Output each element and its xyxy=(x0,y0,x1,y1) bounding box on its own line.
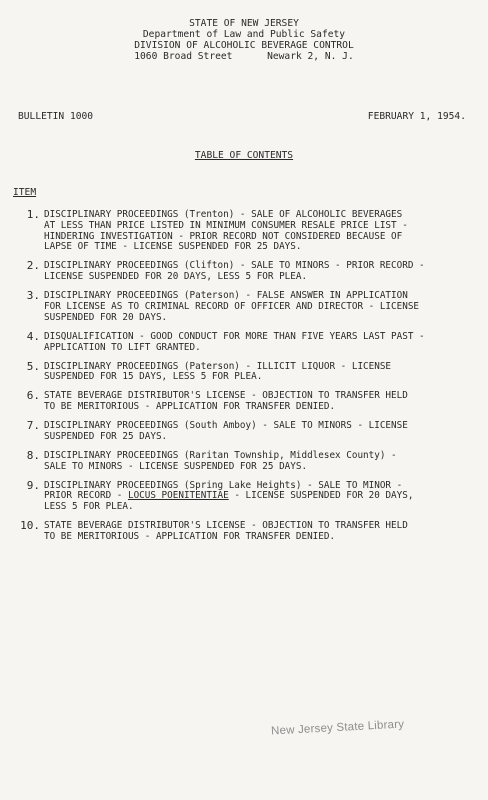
toc-item xyxy=(0,521,488,543)
item-line: LESS 5 FOR PLEA. xyxy=(44,501,134,513)
item-number: 4. xyxy=(26,329,40,343)
letterhead-line: STATE OF NEW JERSEY xyxy=(189,18,299,29)
toc-list xyxy=(0,210,488,551)
toc-item xyxy=(0,421,488,443)
item-line: DISCIPLINARY PROCEEDINGS (Paterson) - ILLICIT LIQUOR - LICENSE xyxy=(44,360,392,372)
toc-item xyxy=(0,391,488,413)
toc-item xyxy=(0,329,488,354)
item-line-segment: - LICENSE SUSPENDED FOR 20 DAYS, xyxy=(228,490,414,502)
item-line: DISCIPLINARY PROCEEDINGS (Clifton) - SALE TO MINORS - PRIOR RECORD - xyxy=(44,260,425,272)
item-number: 6. xyxy=(26,389,40,403)
item-number: 5. xyxy=(26,359,40,373)
letterhead xyxy=(0,18,488,62)
item-number: 7. xyxy=(26,419,40,433)
item-line: SUSPENDED FOR 15 DAYS, LESS 5 FOR PLEA. xyxy=(44,371,263,383)
item-text xyxy=(44,261,476,283)
item-text xyxy=(44,421,476,443)
bulletin-date: FEBRUARY 1, 1954. xyxy=(367,111,466,122)
toc-item xyxy=(0,448,488,473)
library-stamp: New Jersey State Library xyxy=(270,718,405,738)
item-line: DISCIPLINARY PROCEEDINGS (South Amboy) - SALE TO MINORS - LICENSE xyxy=(44,420,408,432)
item-line: LAPSE OF TIME - LICENSE SUSPENDED FOR 25 DAYS. xyxy=(44,241,302,253)
item-number: 9. xyxy=(26,478,40,492)
item-text xyxy=(44,481,476,513)
item-column-heading: ITEM xyxy=(13,187,37,198)
item-line: STATE BEVERAGE DISTRIBUTOR'S LICENSE - OBJECTION TO TRANSFER HELD xyxy=(44,390,408,402)
item-text xyxy=(44,521,476,543)
item-line: TO BE MERITORIOUS - APPLICATION FOR TRANSFER DENIED. xyxy=(44,531,336,543)
item-text xyxy=(44,451,476,473)
toc-item xyxy=(0,478,488,513)
toc-item xyxy=(0,291,488,323)
item-line: STATE BEVERAGE DISTRIBUTOR'S LICENSE - OBJECTION TO TRANSFER HELD xyxy=(44,520,408,532)
item-line: LICENSE SUSPENDED FOR 20 DAYS, LESS 5 FOR PLEA. xyxy=(44,271,308,283)
item-number: 1. xyxy=(26,208,40,221)
item-text xyxy=(44,291,476,323)
item-number: 2. xyxy=(26,259,40,273)
item-line: SUSPENDED FOR 20 DAYS. xyxy=(44,311,168,323)
item-text xyxy=(44,332,476,354)
item-line: AT LESS THAN PRICE LISTED IN MINIMUM CONSUMER RESALE PRICE LIST - xyxy=(44,219,408,231)
item-line: DISCIPLINARY PROCEEDINGS (Paterson) - FALSE ANSWER IN APPLICATION xyxy=(44,290,408,302)
item-number: 8. xyxy=(26,448,40,462)
letterhead-line: DIVISION OF ALCOHOLIC BEVERAGE CONTROL xyxy=(134,40,354,51)
toc-title: TABLE OF CONTENTS xyxy=(194,150,294,161)
toc-item xyxy=(0,210,488,253)
item-line-segment: PRIOR RECORD - xyxy=(44,490,128,502)
item-line: FOR LICENSE AS TO CRIMINAL RECORD OF OFFICER AND DIRECTOR - LICENSE xyxy=(44,300,420,312)
item-line: SUSPENDED FOR 25 DAYS. xyxy=(44,430,168,442)
latin-term: LOCUS POENITENTIAE xyxy=(127,490,229,502)
item-line: APPLICATION TO LIFT GRANTED. xyxy=(44,341,201,353)
letterhead-line: 1060 Broad Street Newark 2, N. J. xyxy=(134,51,354,62)
letterhead-line: Department of Law and Public Safety xyxy=(142,29,346,40)
item-line: SALE TO MINORS - LICENSE SUSPENDED FOR 25 DAYS. xyxy=(44,460,308,472)
toc-item xyxy=(0,359,488,384)
item-text xyxy=(44,210,476,253)
item-text xyxy=(44,362,476,384)
item-line: DISCIPLINARY PROCEEDINGS (Spring Lake Heights) - SALE TO MINOR - xyxy=(44,479,403,491)
bulletin-number: BULLETIN 1000 xyxy=(18,111,94,122)
item-line: DISQUALIFICATION - GOOD CONDUCT FOR MORE THAN FIVE YEARS LAST PAST - xyxy=(44,330,425,342)
item-line: TO BE MERITORIOUS - APPLICATION FOR TRANSFER DENIED. xyxy=(44,401,336,413)
item-line: HINDERING INVESTIGATION - PRIOR RECORD NOT CONSIDERED BECAUSE OF xyxy=(44,230,403,242)
item-text xyxy=(44,391,476,413)
toc-item xyxy=(0,261,488,283)
item-line: DISCIPLINARY PROCEEDINGS (Trenton) - SALE OF ALCOHOLIC BEVERAGES xyxy=(44,209,403,220)
item-number: 3. xyxy=(26,289,40,303)
item-number: 10. xyxy=(20,519,40,533)
item-line: DISCIPLINARY PROCEEDINGS (Raritan Township, Middlesex County) - xyxy=(44,449,397,461)
